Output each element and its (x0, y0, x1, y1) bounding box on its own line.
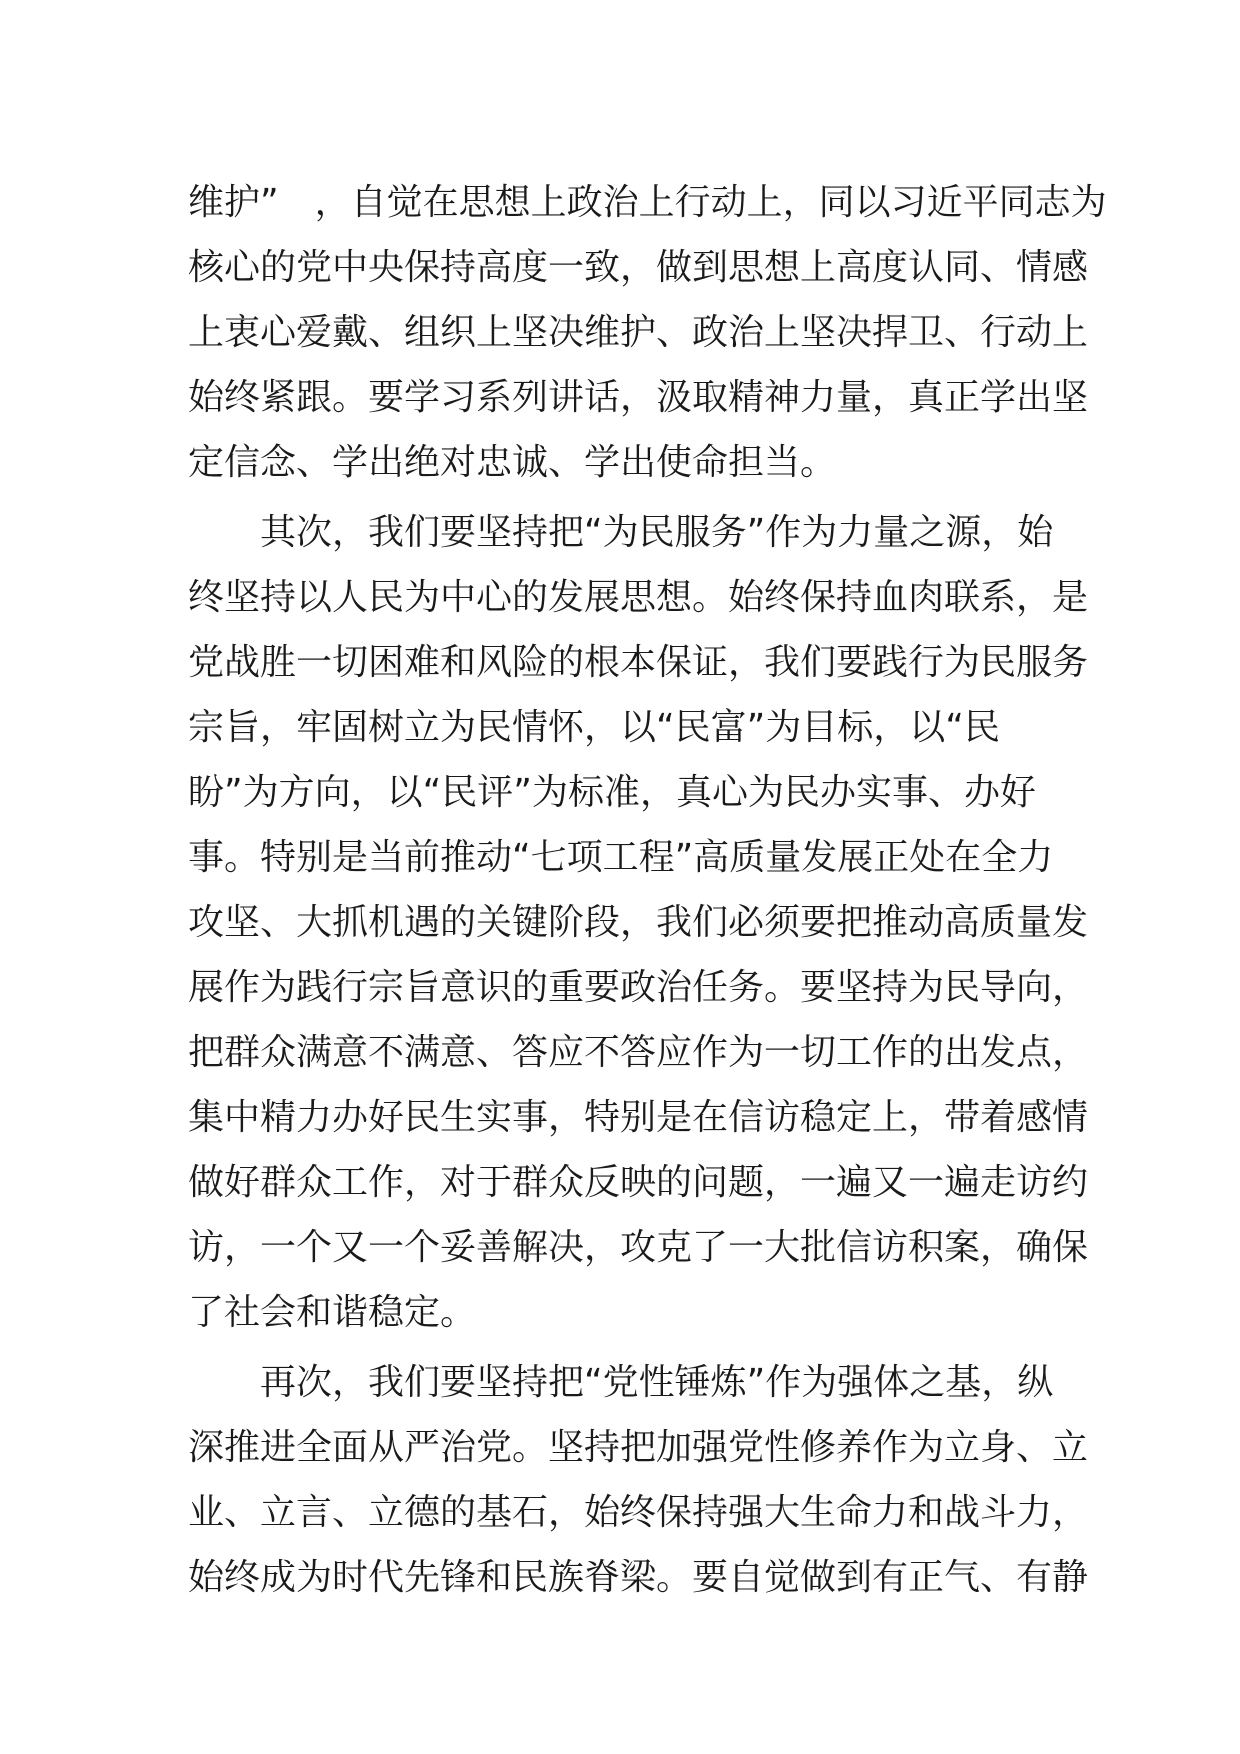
text-line: 始终紧跟。要学习系列讲话，汲取精神力量，真正学出坚 (188, 377, 1089, 418)
paragraph-start-line: 再次，我们要坚持把“党性锤炼”作为强体之基，纵 (188, 1362, 1054, 1403)
text-line: 维护” ，自觉在思想上政治上行动上，同以习近平同志为 (188, 182, 1107, 223)
text-line: 业、立言、立德的基石，始终保持强大生命力和战斗力， (188, 1492, 1089, 1533)
text-line: 访，一个又一个妥善解决，攻克了一大批信访积案，确保 (188, 1227, 1089, 1268)
text-line: 事。特别是当前推动“七项工程”高质量发展正处在全力 (188, 837, 1054, 878)
text-line: 把群众满意不满意、答应不答应作为一切工作的出发点， (188, 1032, 1089, 1073)
text-line: 做好群众工作，对于群众反映的问题，一遍又一遍走访约 (188, 1162, 1089, 1203)
text-line: 宗旨，牢固树立为民情怀，以“民富”为目标，以“民 (188, 707, 1000, 748)
body-text (188, 170, 1107, 1610)
text-line: 深推进全面从严治党。坚持把加强党性修养作为立身、立 (188, 1427, 1089, 1468)
text-line: 集中精力办好民生实事，特别是在信访稳定上，带着感情 (188, 1097, 1089, 1138)
text-line: 了社会和谐稳定。 (188, 1292, 477, 1333)
text-line: 盼”为方向，以“民评”为标准，真心为民办实事、办好 (188, 772, 1036, 813)
text-line: 上衷心爱戴、组织上坚决维护、政治上坚决捍卫、行动上 (188, 312, 1089, 353)
text-line: 定信念、学出绝对忠诚、学出使命担当。 (188, 442, 837, 483)
text-line: 始终成为时代先锋和民族脊梁。要自觉做到有正气、有静 (188, 1557, 1089, 1598)
text-line: 展作为践行宗旨意识的重要政治任务。要坚持为民导向， (188, 967, 1089, 1008)
text-line: 终坚持以人民为中心的发展思想。始终保持血肉联系，是 (188, 577, 1089, 618)
text-line: 攻坚、大抓机遇的关键阶段，我们必须要把推动高质量发 (188, 902, 1089, 943)
paragraph-start-line: 其次，我们要坚持把“为民服务”作为力量之源，始 (188, 512, 1054, 553)
text-line: 党战胜一切困难和风险的根本保证，我们要践行为民服务 (188, 642, 1089, 683)
text-line: 核心的党中央保持高度一致，做到思想上高度认同、情感 (188, 247, 1089, 288)
